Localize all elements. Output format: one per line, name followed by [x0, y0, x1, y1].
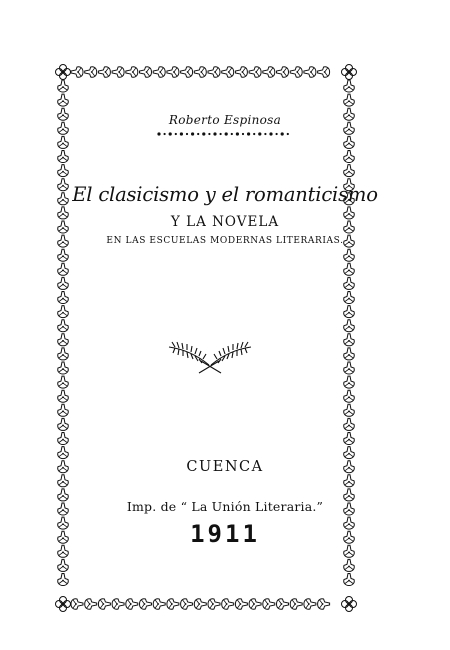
- lily-flower-icon: [235, 67, 247, 78]
- lily-flower-icon: [344, 362, 355, 374]
- lily-flower-icon: [58, 165, 69, 177]
- rule-dot: [180, 132, 183, 135]
- lily-flower-icon: [344, 292, 355, 304]
- rule-dot: [202, 132, 205, 135]
- book-tagline: EN LAS ESCUELAS MODERNAS LITERARIAS.: [106, 236, 344, 246]
- rule-dot: [175, 133, 177, 135]
- lily-flower-icon: [344, 306, 355, 318]
- publication-year: 1911: [190, 520, 260, 548]
- lily-flower-icon: [344, 94, 355, 106]
- lily-flower-icon: [58, 292, 69, 304]
- rule-dot: [231, 133, 233, 135]
- lily-flower-icon: [344, 320, 355, 332]
- lily-flower-icon: [153, 599, 165, 610]
- lily-flower-icon: [304, 599, 316, 610]
- lily-flower-icon: [344, 559, 355, 571]
- lily-flower-icon: [222, 599, 234, 610]
- lily-flower-icon: [58, 136, 69, 148]
- lily-flower-icon: [194, 67, 206, 78]
- lily-flower-icon: [58, 263, 69, 275]
- lily-flower-icon: [277, 599, 289, 610]
- rule-dot: [253, 133, 255, 135]
- rule-dot: [157, 132, 160, 135]
- lily-flower-icon: [58, 447, 69, 459]
- lily-flower-icon: [167, 599, 179, 610]
- lily-flower-icon: [344, 334, 355, 346]
- lily-flower-icon: [98, 599, 110, 610]
- quatrefoil-rosette-icon: [342, 65, 357, 80]
- lily-flower-icon: [290, 67, 302, 78]
- rule-dot: [220, 133, 222, 135]
- rule-dot: [258, 132, 261, 135]
- lily-flower-icon: [181, 67, 193, 78]
- rule-dot: [169, 132, 172, 135]
- lily-flower-icon: [112, 67, 124, 78]
- lily-flower-icon: [58, 404, 69, 416]
- rule-dot: [208, 133, 210, 135]
- lily-flower-icon: [344, 418, 355, 430]
- lily-flower-icon: [304, 67, 316, 78]
- lily-flower-icon: [249, 67, 261, 78]
- lily-flower-icon: [344, 263, 355, 275]
- lily-flower-icon: [58, 559, 69, 571]
- lily-flower-icon: [208, 599, 220, 610]
- lily-flower-icon: [344, 404, 355, 416]
- lily-flower-icon: [58, 362, 69, 374]
- lily-flower-icon: [344, 376, 355, 388]
- printer-imprint: Imp. de “ La Unión Literaria.”: [126, 499, 324, 514]
- rule-dot: [287, 133, 289, 135]
- lily-flower-icon: [344, 433, 355, 445]
- lily-flower-icon: [140, 599, 152, 610]
- lily-flower-icon: [58, 418, 69, 430]
- lily-flower-icon: [58, 320, 69, 332]
- rule-dot: [213, 132, 216, 135]
- rule-dot: [186, 133, 188, 135]
- lily-flower-icon: [126, 599, 138, 610]
- rule-dot: [247, 132, 250, 135]
- rule-dot: [264, 133, 266, 135]
- lily-flower-icon: [71, 599, 83, 610]
- lily-flower-icon: [58, 306, 69, 318]
- lily-flower-icon: [344, 390, 355, 402]
- lily-flower-icon: [181, 599, 193, 610]
- lily-flower-icon: [112, 599, 124, 610]
- book-title: El clasicismo y el romanticismo: [72, 183, 378, 206]
- rule-dot: [225, 132, 228, 135]
- lily-flower-icon: [344, 447, 355, 459]
- lily-flower-icon: [263, 599, 275, 610]
- lily-flower-icon: [344, 165, 355, 177]
- lily-flower-icon: [344, 249, 355, 261]
- lily-flower-icon: [344, 80, 355, 92]
- lily-flower-icon: [249, 599, 261, 610]
- lily-flower-icon: [58, 348, 69, 360]
- lily-flower-icon: [344, 277, 355, 289]
- lily-flower-icon: [140, 67, 152, 78]
- lily-flower-icon: [58, 94, 69, 106]
- rule-dot: [269, 132, 272, 135]
- lily-flower-icon: [58, 80, 69, 92]
- rule-dot: [236, 132, 239, 135]
- lily-flower-icon: [58, 574, 69, 586]
- lily-flower-icon: [58, 277, 69, 289]
- lily-flower-icon: [58, 151, 69, 163]
- lily-flower-icon: [58, 334, 69, 346]
- lily-flower-icon: [153, 67, 165, 78]
- crossed-palm-branches-icon: [165, 335, 255, 375]
- lily-flower-icon: [263, 67, 275, 78]
- lily-flower-icon: [344, 151, 355, 163]
- lily-flower-icon: [277, 67, 289, 78]
- lily-flower-icon: [71, 67, 83, 78]
- quatrefoil-rosette-icon: [56, 597, 71, 612]
- lily-flower-icon: [58, 475, 69, 487]
- lily-flower-icon: [318, 67, 330, 78]
- lily-flower-icon: [290, 599, 302, 610]
- rule-dot: [242, 133, 244, 135]
- rule-dot: [281, 132, 284, 135]
- author-name: Roberto Espinosa: [168, 113, 282, 127]
- rule-dot: [197, 133, 199, 135]
- quatrefoil-rosette-icon: [342, 597, 357, 612]
- lily-flower-icon: [344, 475, 355, 487]
- lily-flower-icon: [58, 433, 69, 445]
- lily-flower-icon: [344, 574, 355, 586]
- lily-flower-icon: [58, 249, 69, 261]
- lily-flower-icon: [344, 348, 355, 360]
- lily-flower-icon: [58, 390, 69, 402]
- dotted-rule-icon: [155, 130, 295, 138]
- lily-flower-icon: [344, 136, 355, 148]
- rule-dot: [276, 133, 278, 135]
- lily-flower-icon: [126, 67, 138, 78]
- book-subtitle: Y LA NOVELA: [170, 214, 280, 230]
- lily-flower-icon: [222, 67, 234, 78]
- publication-city: CUENCA: [186, 459, 264, 475]
- rule-dot: [191, 132, 194, 135]
- quatrefoil-rosette-icon: [56, 65, 71, 80]
- lily-flower-icon: [58, 376, 69, 388]
- rule-dot: [164, 133, 166, 135]
- lily-flower-icon: [235, 599, 247, 610]
- lily-flower-icon: [194, 599, 206, 610]
- lily-flower-icon: [208, 67, 220, 78]
- lily-flower-icon: [98, 67, 110, 78]
- lily-flower-icon: [85, 67, 97, 78]
- lily-flower-icon: [318, 599, 330, 610]
- lily-flower-icon: [167, 67, 179, 78]
- lily-flower-icon: [85, 599, 97, 610]
